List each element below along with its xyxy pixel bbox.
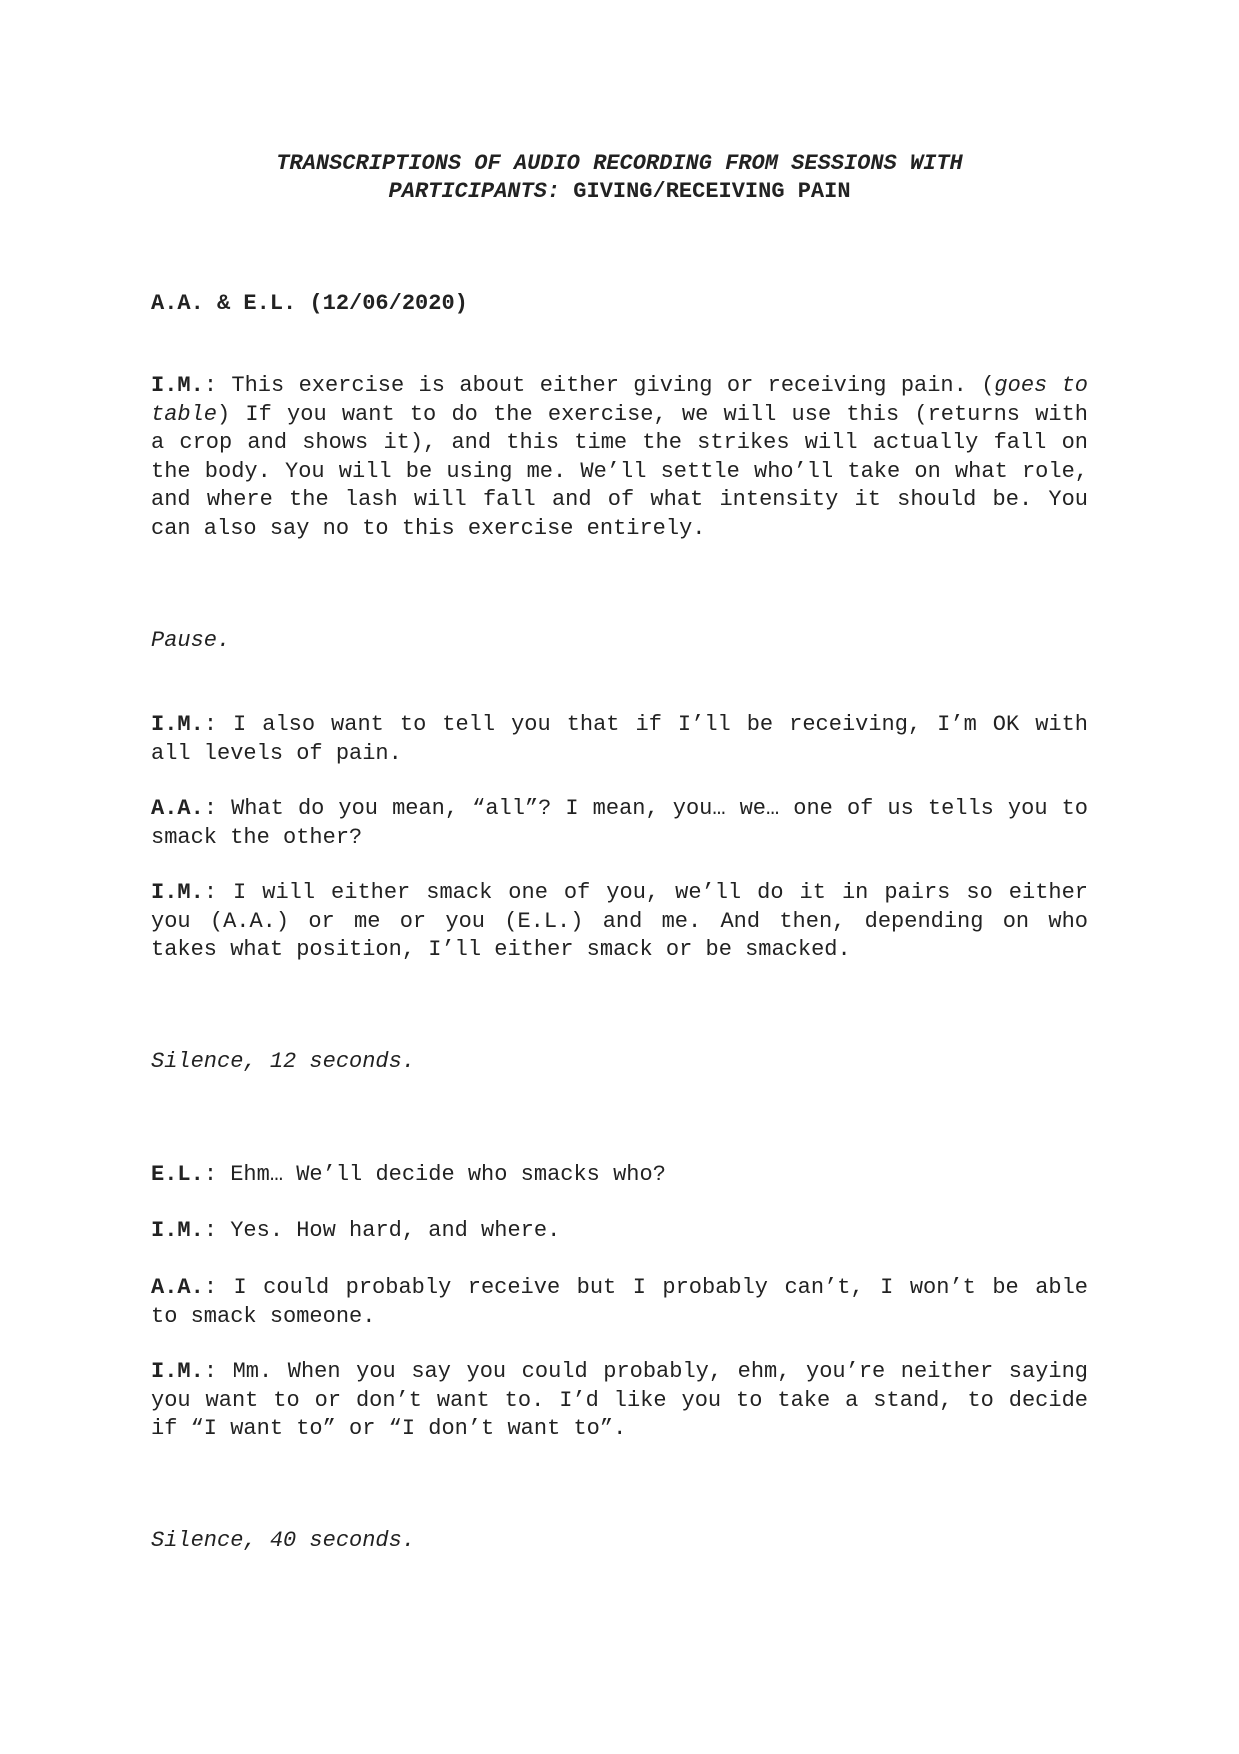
speaker-label: I.M. <box>151 880 204 905</box>
speaker-label: I.M. <box>151 712 204 737</box>
transcript-entry <box>151 372 1088 543</box>
speaker-separator: : <box>203 1162 231 1187</box>
transcript-entry <box>151 711 1088 768</box>
speaker-separator: : <box>203 796 232 821</box>
speaker-separator: : <box>203 373 232 398</box>
stage-note-pause: Pause. <box>151 628 231 653</box>
title-line-1: TRANSCRIPTIONS OF AUDIO RECORDING FROM SESSIONS WITH <box>276 151 963 176</box>
transcript-entry <box>151 1217 1088 1246</box>
entry-text: I will either smack one of you, we’ll do it in pairs so either you (A.A.) or me or you (E.L.) and me. And then, depending on who takes what position, I’ll either smack or be smacked. <box>151 880 1088 962</box>
transcript-entry <box>151 1161 1088 1190</box>
transcript-entry <box>151 795 1088 852</box>
title-participants: PARTICIPANTS: <box>388 179 561 204</box>
entry-text: Yes. How hard, and where. <box>230 1218 561 1243</box>
speaker-label: A.A. <box>151 796 204 821</box>
session-heading: A.A. & E.L. (12/06/2020) <box>151 291 468 316</box>
transcript-entry <box>151 879 1088 965</box>
speaker-separator: : <box>203 1359 233 1384</box>
speaker-label: E.L. <box>151 1162 204 1187</box>
document-title <box>151 150 1088 206</box>
title-topic: GIVING/RECEIVING PAIN <box>560 179 851 204</box>
speaker-label: I.M. <box>151 1359 204 1384</box>
title-line-2 <box>151 178 1088 206</box>
transcript-entry <box>151 1358 1088 1444</box>
speaker-separator: : <box>203 1275 234 1300</box>
speaker-separator: : <box>203 1218 231 1243</box>
entry-text: Mm. When you say you could probably, ehm, you’re neither saying you want to or don’t want to. I’d like you to take a stand, to decide if “I want to” or “I don’t want to”. <box>151 1359 1088 1441</box>
speaker-label: I.M. <box>151 1218 204 1243</box>
speaker-separator: : <box>203 712 234 737</box>
entry-text: This exercise is about either giving or receiving pain. ( <box>231 373 995 398</box>
entry-text: Ehm… We’ll decide who smacks who? <box>230 1162 666 1187</box>
speaker-label: I.M. <box>151 373 204 398</box>
entry-text: I could probably receive but I probably can’t, I won’t be able to smack someone. <box>151 1275 1088 1329</box>
stage-direction: goes to table <box>151 373 1089 427</box>
entry-text: ) If you want to do the exercise, we will use this (returns with a crop and shows it), and this time the strikes will actually fall on the body. You will be using me. We’ll settle who’ll take on what role, and where the lash will fall and of what intensity it should be. You can also say no to this exercise entirely. <box>151 401 1088 541</box>
stage-note-silence: Silence, 40 seconds. <box>151 1528 416 1553</box>
transcript-entry <box>151 1274 1088 1331</box>
entry-text: I also want to tell you that if I’ll be receiving, I’m OK with all levels of pain. <box>151 712 1088 766</box>
speaker-label: A.A. <box>151 1275 204 1300</box>
speaker-separator: : <box>203 880 234 905</box>
stage-note-silence: Silence, 12 seconds. <box>151 1049 416 1074</box>
entry-text: What do you mean, “all”? I mean, you… we… one of us tells you to smack the other? <box>151 796 1089 850</box>
